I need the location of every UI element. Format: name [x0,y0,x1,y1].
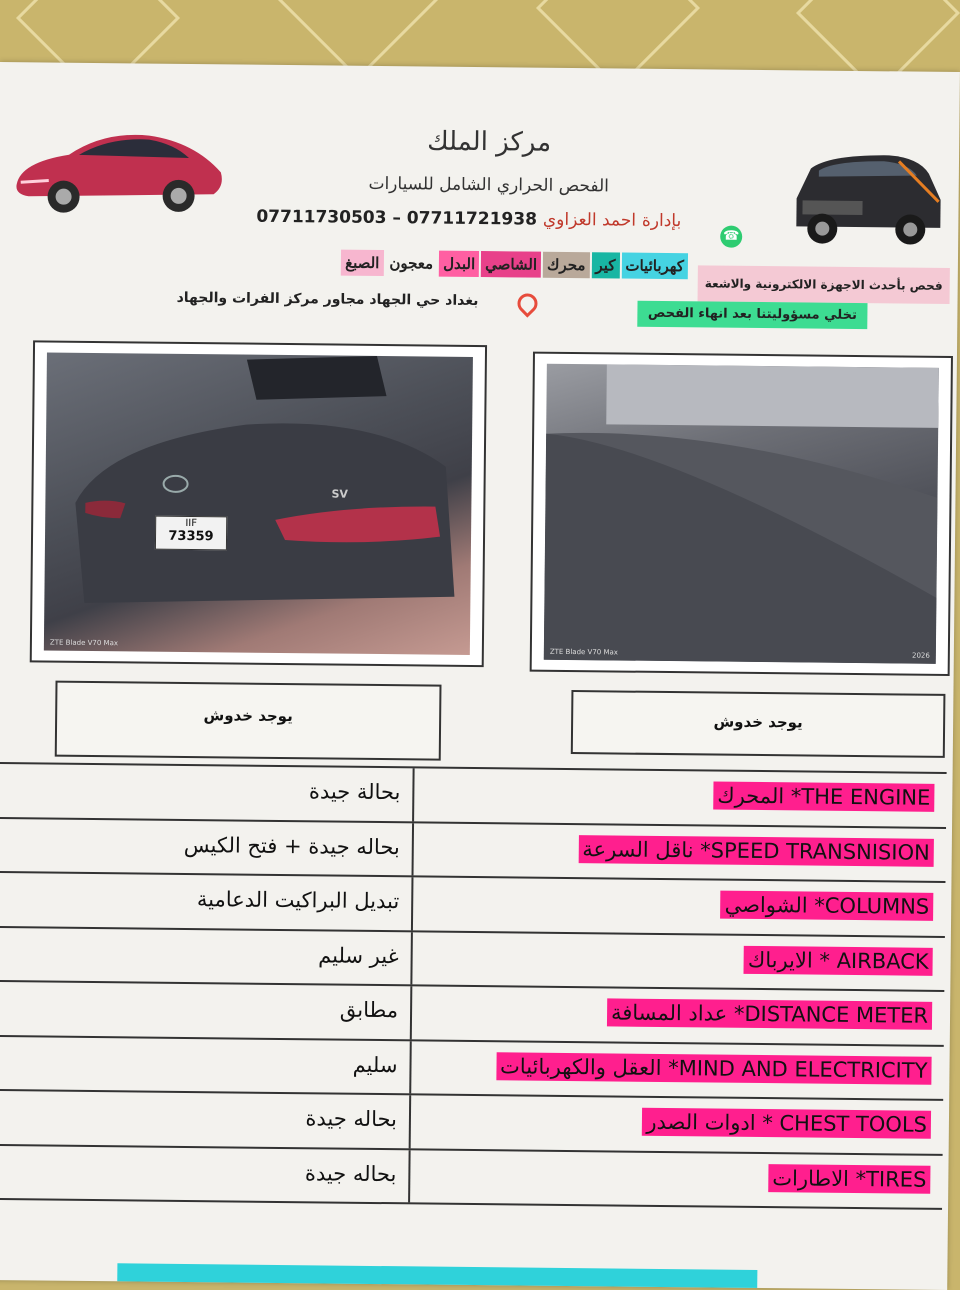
table-row [0,1145,943,1210]
column-divider [412,823,415,876]
inspection-value: مطابق [339,997,399,1023]
center-subtitle: الفحص الحراري الشامل للسيارات [368,173,610,197]
column-divider [409,1095,412,1148]
manager-name: احمد العزاوي [542,209,637,231]
photo-frame-right [530,352,953,676]
inspection-label: ناقل السرعة *SPEED TRANSNISION [578,835,934,867]
phone-numbers: 07711730503 – 07711721938 [256,206,538,230]
center-name: مركز الملك [427,126,552,158]
suv-car-icon [788,140,949,252]
camera-watermark: ZTE Blade V70 Max [49,638,119,648]
caption-left: يوجد خدوش [55,681,442,761]
service-chip: كهربائيات [621,253,688,280]
promo-devices: فحص بأحدث الاجهزة الالكترونية والاشعة [698,265,950,304]
column-divider [411,877,414,930]
table-row [0,818,946,883]
plate-number: 73359 [168,528,214,545]
service-chip: الشاصي [481,251,541,278]
column-divider [408,1150,411,1203]
table-row [0,927,945,992]
table-row [0,873,945,938]
car-rear-drawing [44,353,473,655]
column-divider [412,768,415,821]
plate-region: IIF [185,517,198,530]
inspection-value: سليم [352,1052,398,1077]
service-chip: الصبغ [341,250,384,276]
phone-icon: ☎ [720,226,742,248]
car-panel-photo [544,364,939,664]
table-row [0,764,947,829]
inspection-report-sheet [0,62,960,1290]
manager-prefix: بإدارة [641,210,682,232]
inspection-value: بحاله جيدة [304,1160,397,1186]
inspection-label: عداد المسافة *DISTANCE METER [607,998,932,1029]
inspection-label: العقل والكهربائيات *MIND AND ELECTRICITY [496,1052,932,1085]
car-rear-photo [44,353,473,655]
inspection-label: الايرباك * AIRBACK [744,945,933,975]
camera-watermark: ZTE Blade V70 Max [549,647,619,657]
address: بغداد حي الجهاد مجاور مركز الفرات والجهاد [176,289,479,310]
service-chip: معجون [385,250,437,277]
sports-car-icon [8,122,229,219]
trim-badge: SV [331,487,348,501]
inspection-value: بحاله جيدة [305,1106,398,1132]
car-panel-drawing [544,364,939,664]
footer-color-bar [117,1263,757,1290]
column-divider [410,986,413,1039]
inspection-table [0,762,947,1210]
column-divider [410,932,413,985]
column-divider [409,1041,412,1094]
table-row [0,1036,944,1101]
inspection-value: بحاله جيدة + فتح الكيس [183,832,400,859]
table-row [0,1091,943,1156]
inspection-value: تبديل البراكيت الدعامية [196,887,400,914]
manager-line [256,207,736,232]
service-chip: كير [591,252,619,278]
services-list [341,250,688,280]
table-row [0,982,944,1047]
inspection-label: الاطارات *TIRES [768,1164,930,1194]
inspection-label: الشواصي *COLUMNS [721,891,934,921]
inspection-label: المحرك *THE ENGINE [713,782,934,812]
inspection-value: غير سليم [318,942,399,968]
service-chip: البدل [439,251,479,277]
location-pin-icon [513,289,541,317]
photo-frame-left [30,340,487,667]
inspection-value: بحالة جيدة [308,779,401,805]
inspection-label: ادوات الصدر * CHEST TOOLS [642,1108,931,1139]
promo-responsibility: تخلي مسؤوليتنا بعد انهاء الفحص [637,301,867,329]
service-chip: محرك [543,252,590,278]
caption-right: يوجد خدوش [571,690,946,758]
license-plate [155,516,227,551]
photo-year: 2026 [911,651,930,660]
